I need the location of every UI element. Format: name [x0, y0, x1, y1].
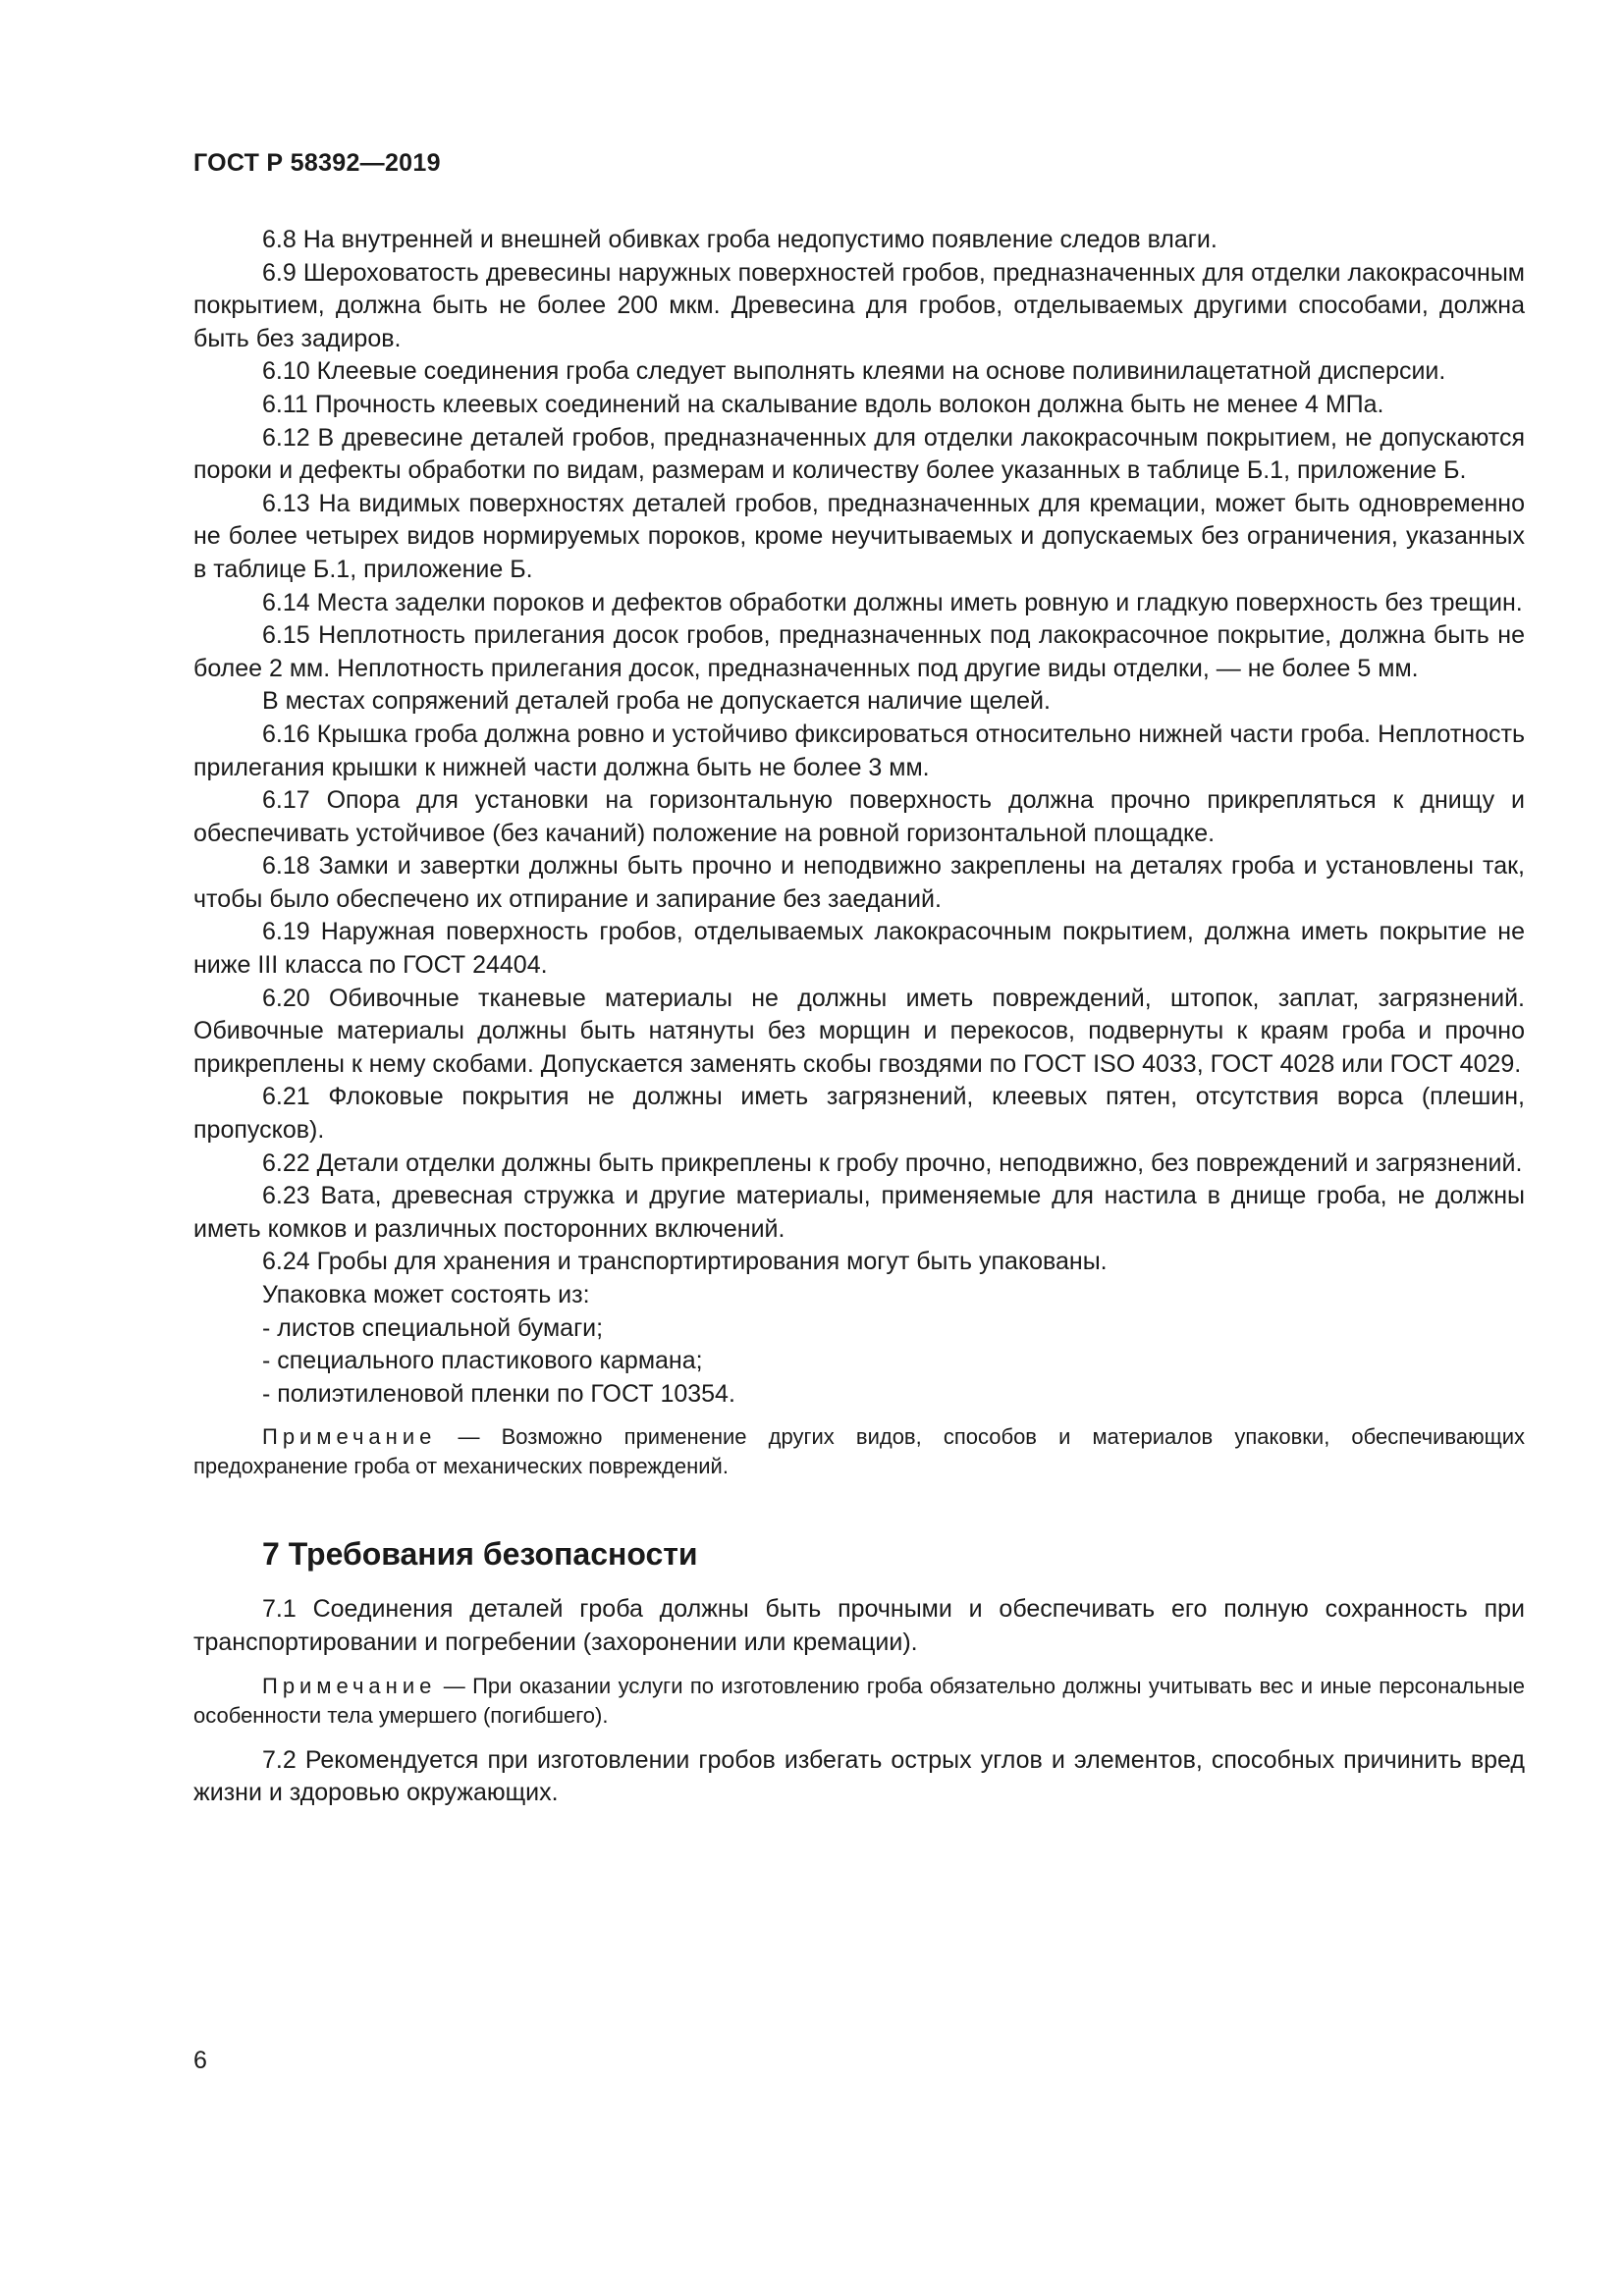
packing-list-item: - листов специальной бумаги; [262, 1313, 604, 1342]
paragraph-6-12: 6.12 В древесине деталей гробов, предназначенных для отделки лакокрасочным покрытием, не допускаются пороки и дефекты обработки по видам, размерам и количеству более указанных в таблице Б.1, приложение Б. [193, 423, 1525, 485]
paragraph-6-19: 6.19 Наружная поверхность гробов, отделываемых лакокрасочным покрытием, должна иметь покрытие не ниже III класса по ГОСТ 24404. [193, 918, 1525, 980]
paragraph-6-13: 6.13 На видимых поверхностях деталей гробов, предназначенных для кремации, может быть одновременно не более четырех видов нормируемых пороков, кроме неучитываемых и допускаемых без ограничения, указанных в таблице Б.1, приложение Б. [193, 489, 1525, 583]
paragraph-6-20: 6.20 Обивочные тканевые материалы не должны иметь повреждений, штопок, заплат, загрязнений. Обивочные материалы должны быть натянуты без морщин и перекосов, подвернуты к краям гроба и прочно прикреплены к нему скобами. Допускается заменять скобы гвоздями по ГОСТ ISO 4033, ГОСТ 4028 или ГОСТ 4029. [193, 984, 1525, 1078]
note-text: — Возможно применение других видов, способов и материалов упаковки, обеспечивающих предохранение гроба от механических повреждений. [193, 1424, 1525, 1479]
document-body [193, 224, 1525, 1810]
paragraph-6-10: 6.10 Клеевые соединения гроба следует выполнять клеями на основе поливинилацетатной дисперсии. [262, 357, 1446, 386]
note-label: Примечание [262, 1424, 437, 1450]
note-section-7 [193, 1672, 1525, 1731]
paragraph-6-14: 6.14 Места заделки пороков и дефектов обработки должны иметь ровную и гладкую поверхность без трещин. [262, 588, 1523, 616]
paragraph-7-2: 7.2 Рекомендуется при изготовлении гробов избегать острых углов и элементов, способных причинить вред жизни и здоровью окружающих. [193, 1745, 1525, 1807]
document-header: ГОСТ Р 58392—2019 [193, 149, 441, 177]
page-number: 6 [193, 2047, 207, 2074]
packing-intro: Упаковка может состоять из: [262, 1281, 590, 1308]
paragraph-6-9: 6.9 Шероховатость древесины наружных поверхностей гробов, предназначенных для отделки лакокрасочным покрытием, должна быть не более 200 мкм. Древесина для гробов, отделываемых другими способами, должна быть без задиров. [193, 258, 1525, 352]
paragraph-6-17: 6.17 Опора для установки на горизонтальную поверхность должна прочно прикрепляться к днищу и обеспечивать устойчивое (без качаний) положение на ровной горизонтальной площадке. [193, 786, 1525, 847]
packing-list-item: - специального пластикового кармана; [262, 1347, 703, 1375]
note-text: — При оказании услуги по изготовлению гроба обязательно должны учитывать вес и иные персональные особенности тела умершего (погибшего). [193, 1673, 1525, 1728]
paragraph-6-22: 6.22 Детали отделки должны быть прикреплены к гробу прочно, неподвижно, без повреждений и загрязнений. [262, 1148, 1523, 1177]
paragraph-6-11: 6.11 Прочность клеевых соединений на скалывание вдоль волокон должна быть не менее 4 МПа. [262, 390, 1384, 418]
packing-list-item: - полиэтиленовой пленки по ГОСТ 10354. [262, 1379, 735, 1408]
paragraph-6-18: 6.18 Замки и завертки должны быть прочно и неподвижно закреплены на деталях гроба и установлены так, чтобы было обеспечено их отпирание и запирание без заеданий. [193, 852, 1525, 913]
paragraph-gaps: В местах сопряжений деталей гроба не допускается наличие щелей. [262, 687, 1051, 716]
note-label: Примечание [262, 1673, 437, 1698]
paragraph-6-8: 6.8 На внутренней и внешней обивках гроба недопустимо появление следов влаги. [262, 226, 1218, 253]
section-7-title: 7 Требования безопасности [262, 1536, 698, 1573]
paragraph-7-1: 7.1 Соединения деталей гроба должны быть прочными и обеспечивать его полную сохранность при транспортировании и погребении (захоронении или кремации). [193, 1595, 1525, 1656]
paragraph-6-21: 6.21 Флоковые покрытия не должны иметь загрязнений, клеевых пятен, отсутствия ворса (плешин, пропусков). [193, 1083, 1525, 1145]
paragraph-6-23: 6.23 Вата, древесная стружка и другие материалы, применяемые для настила в днище гроба, не должны иметь комков и различных посторонних включений. [193, 1182, 1525, 1243]
note-packing [193, 1422, 1525, 1481]
paragraph-6-16: 6.16 Крышка гроба должна ровно и устойчиво фиксироваться относительно нижней части гроба. Неплотность прилегания крышки к нижней части должна быть не более 3 мм. [193, 720, 1525, 781]
paragraph-6-24: 6.24 Гробы для хранения и транспортиртирования могут быть упакованы. [262, 1248, 1108, 1276]
paragraph-6-15: 6.15 Неплотность прилегания досок гробов, предназначенных под лакокрасочное покрытие, должна быть не более 2 мм. Неплотность прилегания досок, предназначенных под другие виды отделки, — не более 5 мм. [193, 621, 1525, 682]
